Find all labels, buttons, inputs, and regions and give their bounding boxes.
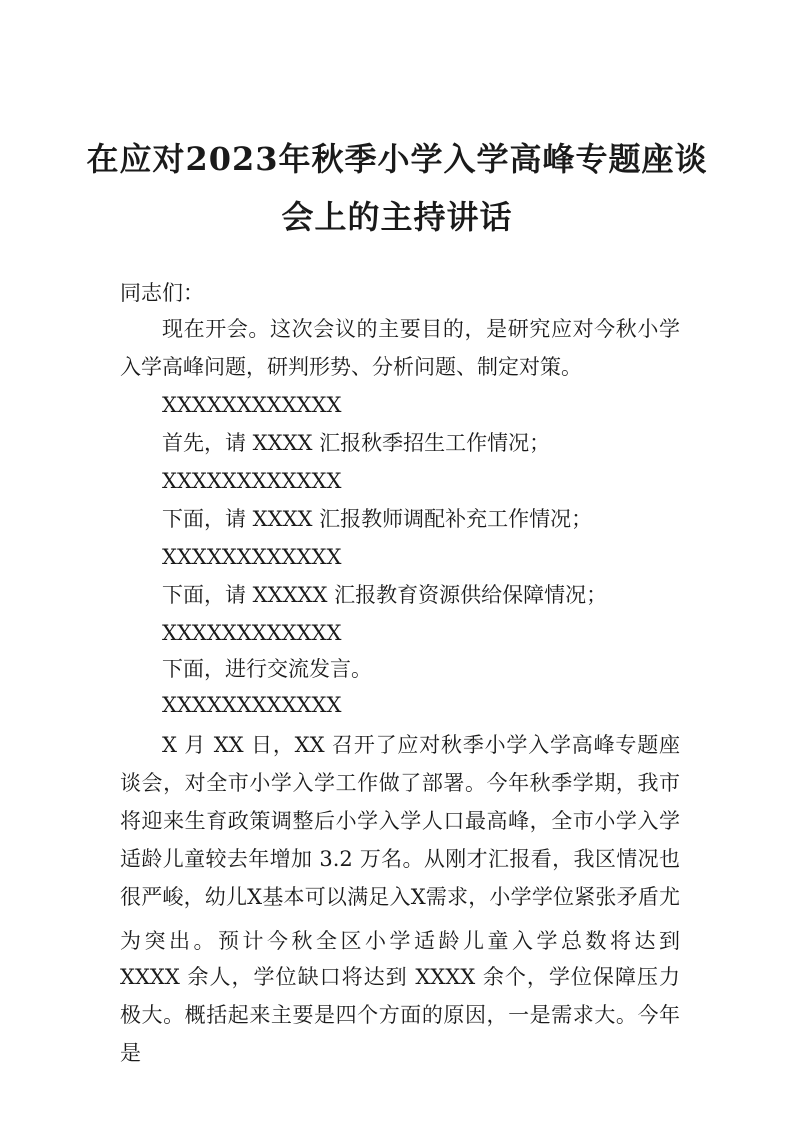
paragraph-line: X 月 XX 日，XX 召开了应对秋季小学入学高峰专题座 <box>162 733 680 757</box>
paragraph-line: 很严峻，幼儿X基本可以满足入X需求，小学学位紧张矛盾尤 <box>120 885 680 909</box>
paragraph-line: XXXX 余人，学位缺口将达到 XXXX 余个，学位保障压力 <box>120 965 680 989</box>
paragraph-line: 为突出。预计今秋全区小学适龄儿童入学总数将达到 <box>120 929 680 953</box>
salutation: 同志们： <box>120 281 204 305</box>
agenda-item: 下面，请 XXXXX 汇报教育资源供给保障情况； <box>162 583 608 607</box>
paragraph-line: 谈会，对全市小学入学工作做了部署。今年秋季学期，我市 <box>120 771 680 795</box>
paragraph-line: 适龄儿童较去年增加 3.2 万名。从刚才汇报看，我区情况也 <box>120 847 680 871</box>
placeholder-line: XXXXXXXXXXXX <box>162 693 342 717</box>
paragraph-line: 现在开会。这次会议的主要目的，是研究应对今秋小学 <box>162 317 680 341</box>
agenda-item: 首先，请 XXXX 汇报秋季招生工作情况； <box>162 431 551 455</box>
placeholder-line: XXXXXXXXXXXX <box>162 393 342 417</box>
placeholder-line: XXXXXXXXXXXX <box>162 469 342 493</box>
placeholder-line: XXXXXXXXXXXX <box>162 545 342 569</box>
agenda-item: 下面，进行交流发言。 <box>162 657 372 681</box>
paragraph-line: 入学高峰问题，研判形势、分析问题、制定对策。 <box>120 355 582 379</box>
placeholder-line: XXXXXXXXXXXX <box>162 621 342 645</box>
agenda-item: 下面，请 XXXX 汇报教师调配补充工作情况； <box>162 507 593 531</box>
paragraph-line: 是 <box>120 1041 141 1065</box>
document-title-line-1: 在应对2023年秋季小学入学高峰专题座谈 <box>86 140 708 178</box>
paragraph-line: 将迎来生育政策调整后小学入学人口最高峰，全市小学入学 <box>120 809 680 833</box>
paragraph-line: 极大。概括起来主要是四个方面的原因，一是需求大。今年 <box>120 1003 680 1027</box>
document-title-line-2: 会上的主持讲话 <box>281 198 513 236</box>
